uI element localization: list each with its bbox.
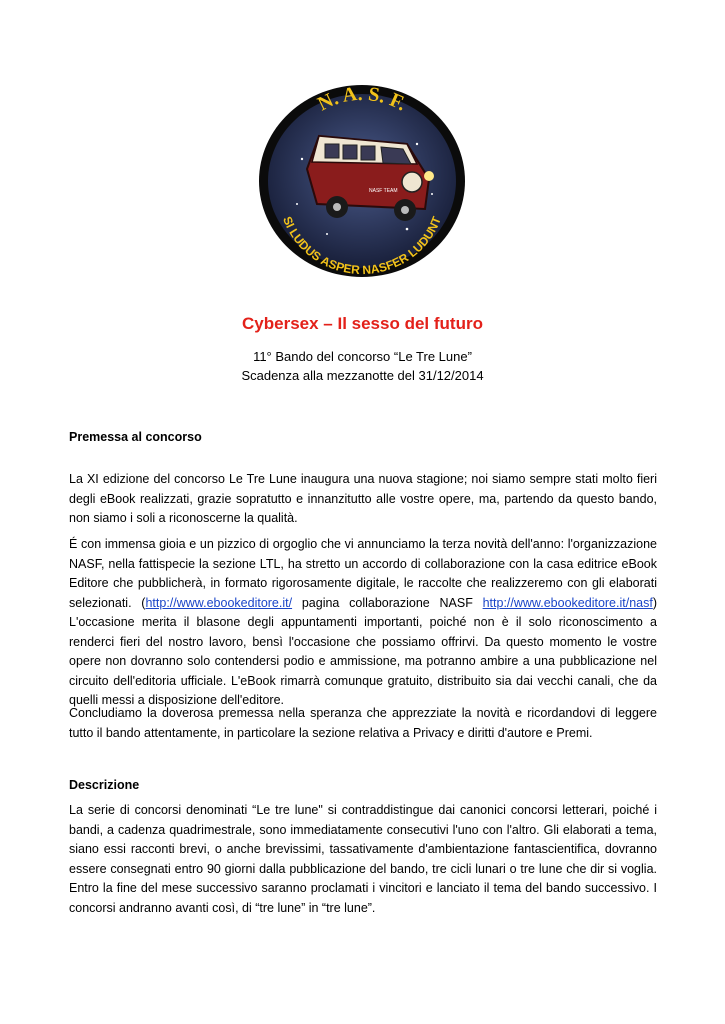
paragraph-text: ) L'occasione merita il blasone degli appuntamenti importanti, poiché non è il solo riconoscimento a renderci fieri del nostro lavoro, bensì l'occasione che possiamo offrirvi. Da questo momento le vostre opere non dovranno solo contendersi podio e ammissione, ma potranno ambire a una pubblicazione nel circuito dell'editoria ufficiale. L'eBook rimarrà comunque gratuito, distribuito sia dai vecchi canali, che da quelli messi a disposizione dell'editore. bbox=[69, 595, 657, 707]
paragraph-text: É con immensa gioia e un pizzico di orgoglio che vi annunciamo la terza novità dell'anno: l'organizzazione NASF, nella fattispecie la sezione LTL, ha stretto un accordo di collaborazione con la casa editrice eBook Editore che pubblicherà, in formato rigorosamente digitale, le raccolte che realizzeremo con gli elaborati selezionati. ( bbox=[69, 537, 657, 610]
paragraph-announcement bbox=[69, 535, 657, 711]
paragraph-text: pagina collaborazione NASF bbox=[292, 595, 483, 610]
van-label: NASF TEAM bbox=[369, 188, 398, 194]
document-title: Cybersex – Il sesso del futuro bbox=[242, 314, 483, 333]
logo-motto: SI LUDUS ASPER NASFER LUDUNT bbox=[280, 214, 444, 278]
deadline-subtitle: Scadenza alla mezzanotte del 31/12/2014 bbox=[241, 368, 484, 383]
nasf-logo-emblem bbox=[257, 84, 467, 278]
ebookeditore-link[interactable]: http://www.ebookeditore.it/ bbox=[145, 595, 293, 610]
nasf-logo bbox=[257, 84, 467, 278]
paragraph-description: La serie di concorsi denominati “Le tre lune" si contraddistingue dai canonici concorsi letterari, poiché i bandi, a cadenza quadrimestrale, sono immediatamente consecutivi l'uno con l'altro. Gli elaborati a tema, siano essi racconti brevi, o anche brevissimi, tassativamente d'ambientazione fantascientifica, dovranno essere consegnati entro 90 giorni dalla pubblicazione del bando, tre cicli lunari o tre lune che dir si voglia. Entro la fine del mese successivo saranno proclamati i vincitori e lanciato il tema del bando successivo. I concorsi andranno avanti così, di “tre lune” in “tre lune”. bbox=[69, 803, 657, 915]
contest-subtitle: 11° Bando del concorso “Le Tre Lune” bbox=[253, 349, 472, 364]
section-heading-descrizione: Descrizione bbox=[69, 778, 140, 792]
ebookeditore-nasf-link[interactable]: http://www.ebookeditore.it/nasf bbox=[482, 595, 653, 610]
paragraph-intro: La XI edizione del concorso Le Tre Lune inaugura una nuova stagione; noi siamo sempre stati molto fieri degli eBook realizzati, grazie sopratutto e innanzitutto alle vostre opere, ma, partendo da questo bando, non siamo i soli a riconoscerne la qualità. bbox=[69, 472, 657, 525]
logo-top-text: N. A. S. F. bbox=[314, 84, 411, 116]
paragraph-conclusion: Concludiamo la doverosa premessa nella speranza che apprezziate la novità e ricordandovi di leggere tutto il bando attentamente, in particolare la sezione relativa a Privacy e diritti d'autore e Premi. bbox=[69, 706, 657, 740]
section-heading-premessa: Premessa al concorso bbox=[69, 430, 202, 444]
